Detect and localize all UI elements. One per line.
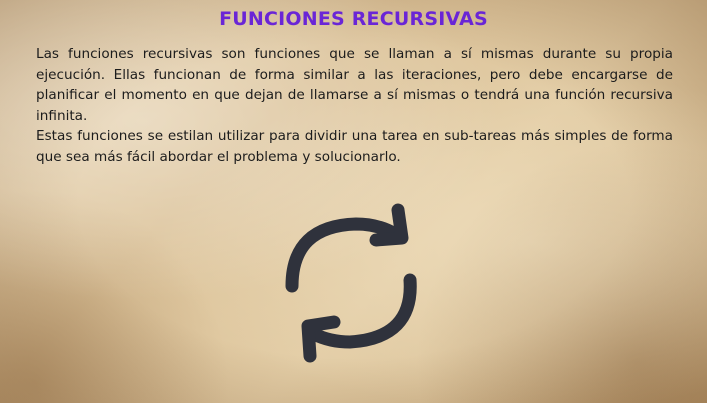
- refresh-cycle-icon: [278, 198, 428, 363]
- body-text: [36, 44, 673, 167]
- page-title: FUNCIONES RECURSIVAS: [219, 8, 488, 30]
- lower-arc: [314, 280, 410, 342]
- paragraph-1: Las funciones recursivas son funciones que se llaman a sí mismas durante su propia ejecución. Ellas funcionan de forma similar a las iteraciones, pero debe encargarse de planificar el momento en que dejan de llamarse a sí mismas o tendrá una función recursiva infinita.: [36, 46, 673, 124]
- paragraph-2: Estas funciones se estilan utilizar para dividir una tarea en sub-tareas más simples de forma que sea más fácil abordar el problema y solucionarlo.: [36, 128, 673, 165]
